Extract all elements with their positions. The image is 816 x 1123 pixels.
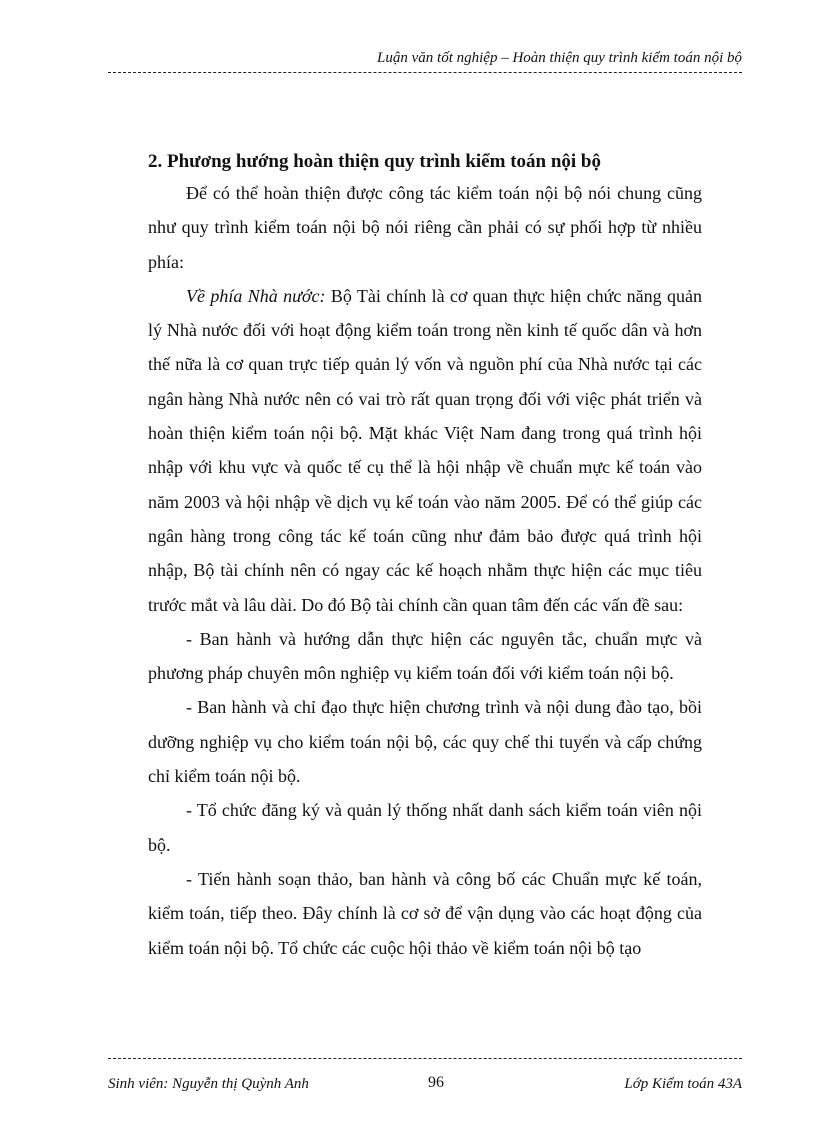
list-item-text: - Ban hành và chỉ đạo thực hiện chương trình và nội dung đào tạo, bồi dưỡng nghiệp vụ cho kiểm toán nội bộ, các quy chế thi tuyển và cấp chứng chỉ kiểm toán nội bộ. [148, 697, 702, 787]
paragraph-text: Bộ Tài chính là cơ quan thực hiện chức năng quản lý Nhà nước đối với hoạt động kiểm toán trong nền kinh tế quốc dân và hơn thế nữa là cơ quan trực tiếp quản lý vốn và nguồn phí của Nhà nước tại các ngân hàng Nhà nước nên có vai trò rất quan trọng đối với việc phát triển và hoàn thiện kiểm toán nội bộ. Mặt khác Việt Nam đang trong quá trình hội nhập với khu vực và quốc tế cụ thể là hội nhập về chuẩn mực kế toán vào năm 2003 và hội nhập về dịch vụ kế toán vào năm 2005. Để có thể giúp các ngân hàng trong công tác kế toán cũng như đảm bảo được quá trình hội nhập, Bộ tài chính nên có ngay các kế hoạch nhằm thực hiện các mục tiêu trước mắt và lâu dài. Do đó Bộ tài chính cần quan tâm đến các vấn đề sau: [148, 285, 703, 615]
section-heading: 2. Phương hướng hoàn thiện quy trình kiểm toán nội bộ [148, 151, 601, 172]
list-item-text: - Tổ chức đăng ký và quản lý thống nhất danh sách kiểm toán viên nội bộ. [148, 800, 702, 855]
list-item-text: - Ban hành và hướng dẫn thực hiện các nguyên tắc, chuẩn mực và phương pháp chuyên môn nghiệp vụ kiểm toán đối với kiểm toán nội bộ. [148, 628, 702, 684]
running-header: Luận văn tốt nghiệp – Hoàn thiện quy trình kiểm toán nội bộ [377, 50, 742, 66]
list-item [148, 862, 702, 965]
page-number: 96 [428, 1074, 444, 1091]
list-item [148, 793, 702, 862]
list-item [148, 690, 702, 793]
footer-student-name: Sinh viên: Nguyễn thị Quỳnh Anh [108, 1076, 309, 1092]
paragraph-text: Để có thể hoàn thiện được công tác kiểm toán nội bộ nói chung cũng như quy trình kiểm toán nội bộ nói riêng cần phải có sự phối hợp từ nhiều phía: [148, 183, 702, 272]
list-item-text: - Tiến hành soạn thảo, ban hành và công bố các Chuẩn mực kế toán, kiểm toán, tiếp theo. Đây chính là cơ sở để vận dụng vào các hoạt động của kiểm toán nội bộ. Tổ chức các cuộc hội thảo về kiểm toán nội bộ tạo [148, 868, 702, 958]
paragraph-state-role [148, 279, 702, 622]
footer-divider [108, 1058, 742, 1059]
header-divider [108, 72, 742, 73]
paragraph-lead: Về phía Nhà nước: [186, 285, 326, 306]
list-item [148, 622, 702, 691]
paragraph-intro [148, 176, 702, 279]
body-text [148, 176, 702, 965]
footer-class-name: Lớp Kiểm toán 43A [624, 1076, 742, 1092]
